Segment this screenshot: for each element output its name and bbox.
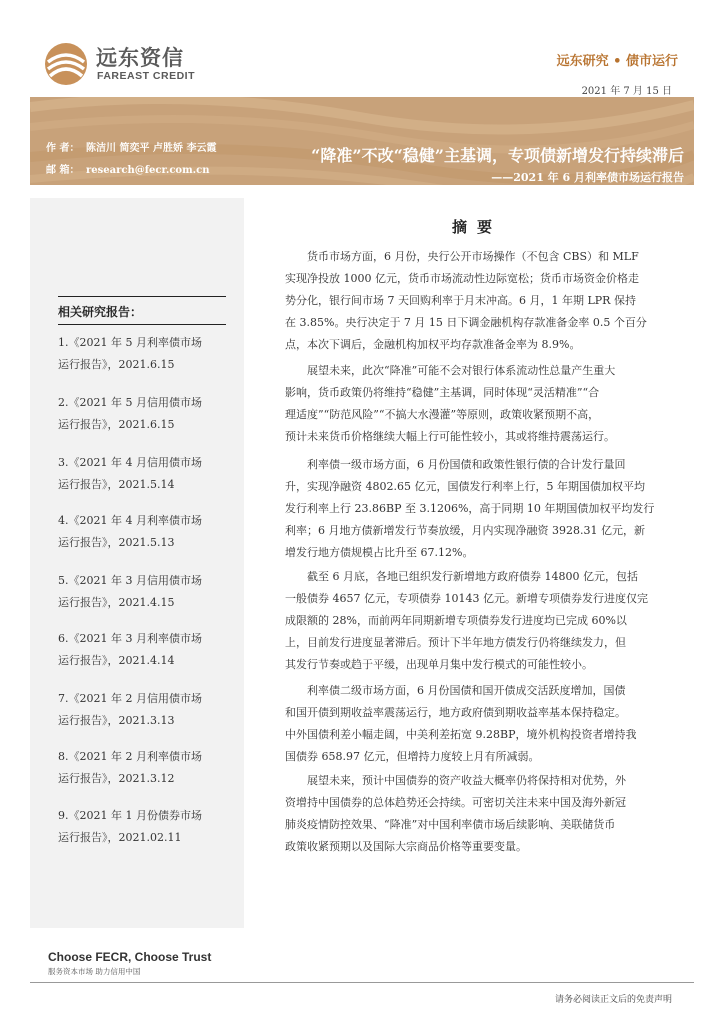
email-label: 邮 箱： xyxy=(46,165,80,176)
disclaimer-note: 请务必阅读正文后的免责声明 xyxy=(554,995,672,1005)
paragraph-line: 成限额的 28%，而前两年同期新增专项债券发行进度均已完成 60%以 xyxy=(285,614,627,627)
related-report-item[interactable] xyxy=(58,746,226,790)
paragraph-line: 上，目前发行进度显著滞后。预计下半年地方债发行仍将继续发力，但 xyxy=(285,636,626,649)
related-reports-title: 相关研究报告： xyxy=(58,305,143,319)
footer-tagline: 服务资本市场 助力信用中国 xyxy=(48,967,141,976)
report-title: “降准”不改“稳健”主基调，专项债新增发行持续滞后 xyxy=(311,146,684,165)
abstract-paragraph xyxy=(285,566,687,676)
paragraph-line: 影响，货币政策仍将维持“稳健”主基调，同时体现“灵活精准”“合 xyxy=(285,386,600,399)
paragraph-line: 发行利率上行 23.86BP 至 3.1206%，高于同期 10 年期国债加权平均发行 xyxy=(285,502,655,515)
abstract-title: 摘要 xyxy=(452,218,503,236)
paragraph-line: 利率债一级市场方面，6 月份国债和政策性银行债的合计发行量回 xyxy=(307,458,626,471)
report-line: 2.《2021 年 5 月信用债市场 xyxy=(58,396,202,409)
related-reports-sidebar xyxy=(30,198,244,928)
paragraph-line: 其发行节奏或趋于平缓，出现单月集中发行模式的可能性较小。 xyxy=(285,658,593,671)
authors-line xyxy=(46,139,216,154)
report-line: 运行报告》，2021.02.11 xyxy=(58,831,182,844)
report-line: 5.《2021 年 3 月信用债市场 xyxy=(58,574,202,587)
abstract-paragraph xyxy=(285,246,687,356)
report-subtitle: ——2021 年 6 月利率债市场运行报告 xyxy=(491,171,684,184)
abstract-paragraph xyxy=(285,680,687,768)
footer-divider xyxy=(30,982,694,983)
paragraph-line: 展望未来，此次“降准”可能不会对银行体系流动性总量产生重大 xyxy=(307,364,616,377)
paragraph-line: 中外国债利差小幅走阔，中美利差拓宽 9.28BP，境外机构投资者增持我 xyxy=(285,728,637,741)
paragraph-line: 利率；6 月地方债新增发行节奏放缓，月内实现净融资 3928.31 亿元，新 xyxy=(285,524,645,537)
related-report-item[interactable] xyxy=(58,628,226,672)
paragraph-line: 增发行地方债规模占比升至 67.12%。 xyxy=(285,546,474,559)
paragraph-line: 预计未来货币价格继续大幅上行可能性较小，其或将维持震荡运行。 xyxy=(285,430,615,443)
related-report-item[interactable] xyxy=(58,688,226,732)
paragraph-line: 展望未来，预计中国债券的资产收益大概率仍将保持相对优势，外 xyxy=(307,774,626,787)
paragraph-line: 理适度”“防范风险”“不搞大水漫灌”等原则，政策收紧预期不高， xyxy=(285,408,600,421)
sidebar-title-rule xyxy=(58,324,226,325)
report-line: 7.《2021 年 2 月信用债市场 xyxy=(58,692,202,705)
report-line: 6.《2021 年 3 月利率债市场 xyxy=(58,632,202,645)
logo-english-name: FAREAST CREDIT xyxy=(97,70,196,82)
report-line: 1.《2021 年 5 月利率债市场 xyxy=(58,336,202,349)
paragraph-line: 实现净投放 1000 亿元，货币市场流动性边际宽松；货币市场资金价格走 xyxy=(285,272,639,285)
report-line: 运行报告》，2021.4.15 xyxy=(58,596,175,609)
related-report-item[interactable] xyxy=(58,392,226,436)
related-report-item[interactable] xyxy=(58,570,226,614)
footer-slogan: Choose FECR, Choose Trust xyxy=(48,950,212,964)
abstract-paragraph xyxy=(285,360,687,448)
paragraph-line: 一般债券 4657 亿元，专项债券 10143 亿元。新增专项债券发行进度仅完 xyxy=(285,592,648,605)
email-address[interactable]: research@fecr.com.cn xyxy=(86,165,210,176)
paragraph-line: 资增持中国债券的总体趋势还会持续。可密切关注未来中国及海外新冠 xyxy=(285,796,626,809)
related-report-item[interactable] xyxy=(58,510,226,554)
related-report-item[interactable] xyxy=(58,332,226,376)
authors-names: 陈洁川 简奕平 卢胜娇 李云霞 xyxy=(86,143,217,154)
title-banner xyxy=(30,97,694,185)
report-line: 8.《2021 年 2 月利率债市场 xyxy=(58,750,202,763)
report-date: 2021 年 7 月 15 日 xyxy=(581,86,672,97)
fareast-logo-icon xyxy=(44,42,88,86)
report-line: 运行报告》，2021.4.14 xyxy=(58,654,175,667)
report-line: 4.《2021 年 4 月利率债市场 xyxy=(58,514,202,527)
report-line: 9.《2021 年 1 月份债券市场 xyxy=(58,809,202,822)
report-line: 运行报告》，2021.3.13 xyxy=(58,714,175,727)
authors-label: 作 者： xyxy=(46,143,80,154)
related-report-item[interactable] xyxy=(58,452,226,496)
report-line: 运行报告》，2021.6.15 xyxy=(58,418,175,431)
report-line: 运行报告》，2021.5.13 xyxy=(58,536,175,549)
paragraph-line: 点，本次下调后，金融机构加权平均存款准备金率为 8.9%。 xyxy=(285,338,581,351)
paragraph-line: 货币市场方面，6 月份，央行公开市场操作（不包含 CBS）和 MLF xyxy=(307,250,639,263)
paragraph-line: 利率债二级市场方面，6 月份国债和国开债成交活跃度增加，国债 xyxy=(307,684,626,697)
paragraph-line: 和国开债到期收益率震荡运行，地方政府债到期收益率基本保持稳定。 xyxy=(285,706,626,719)
logo-chinese-name: 远东资信 xyxy=(96,46,184,70)
paragraph-line: 政策收紧预期以及国际大宗商品价格等重要变量。 xyxy=(285,840,527,853)
report-line: 运行报告》，2021.5.14 xyxy=(58,478,175,491)
related-report-item[interactable] xyxy=(58,805,226,849)
paragraph-line: 在 3.85%。央行决定于 7 月 15 日下调金融机构存款准备金率 0.5 个百分 xyxy=(285,316,647,329)
sidebar-top-rule xyxy=(58,296,226,297)
paragraph-line: 国债券 658.97 亿元，但增持力度较上月有所减弱。 xyxy=(285,750,540,763)
paragraph-line: 势分化，银行间市场 7 天回购利率于月末冲高。6 月，1 年期 LPR 保持 xyxy=(285,294,636,307)
report-line: 运行报告》，2021.6.15 xyxy=(58,358,175,371)
abstract-paragraph xyxy=(285,770,687,858)
report-line: 3.《2021 年 4 月信用债市场 xyxy=(58,456,202,469)
paragraph-line: 肺炎疫情防控效果、“降准”对中国利率债市场后续影响、美联储货币 xyxy=(285,818,616,831)
paragraph-line: 升，实现净融资 4802.65 亿元，国债发行利率上行，5 年期国债加权平均 xyxy=(285,480,645,493)
email-line xyxy=(46,161,210,176)
paragraph-line: 截至 6 月底，各地已组织发行新增地方政府债券 14800 亿元，包括 xyxy=(307,570,638,583)
abstract-paragraph xyxy=(285,454,687,564)
report-line: 运行报告》，2021.3.12 xyxy=(58,772,175,785)
company-logo xyxy=(44,40,214,88)
report-series: 远东研究 • 债市运行 xyxy=(556,54,678,69)
